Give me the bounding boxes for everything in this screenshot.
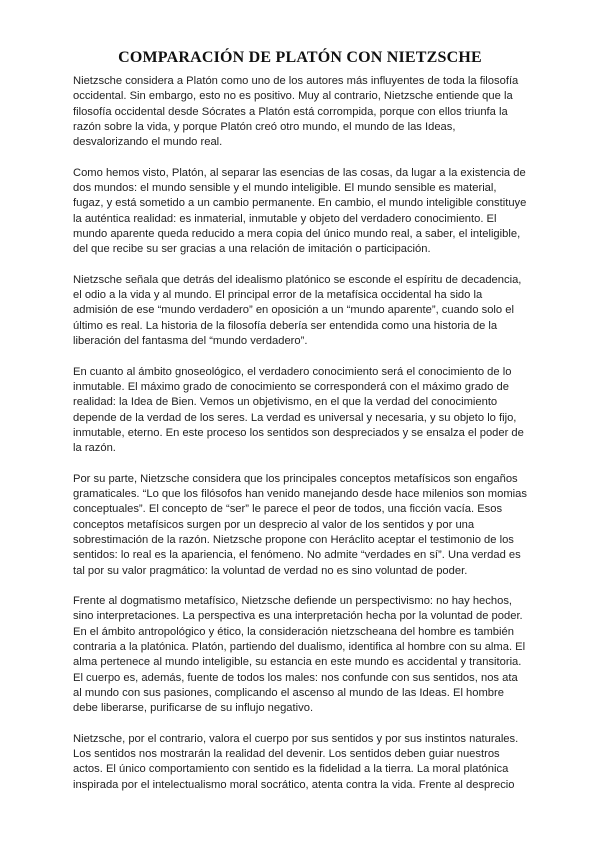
paragraph-4: En cuanto al ámbito gnoseológico, el verdadero conocimiento será el conocimiento de lo inmutable. El máximo grado de conocimiento se corresponderá con el máximo grado de realidad: la Idea de Bien. Vemos un objetivismo, en el que la verdad del conocimiento depende de la verdad de los seres. La verdad es universal y necesaria, y su objeto lo fijo, inmutable, eterno. En este proceso los sentidos son despreciados y se ensalza el poder de la razón. [73,365,524,455]
document-body [73,74,529,808]
paragraph-3: Nietzsche señala que detrás del idealismo platónico se esconde el espíritu de decadencia, el odio a la vida y al mundo. El principal error de la metafísica occidental ha sido la admisión de ese “mundo verdadero” en oposición a un “mundo aparente”, cuando solo el último es real. La historia de la filosofía debería ser entendida como una historia de la liberación del fantasma del “mundo verdadero”. [73,273,522,348]
paragraph-1: Nietzsche considera a Platón como uno de los autores más influyentes de toda la filosofía occidental. Sin embargo, esto no es positivo. Muy al contrario, Nietzsche entiende que la filosofía occidental desde Sócrates a Platón está corrompida, porque con ellos triunfa la razón sobre la vida, y porque Platón creó otro mundo, el mundo de las Ideas, desvalorizando el mundo real. [73,75,519,149]
paragraph-2: Como hemos visto, Platón, al separar las esencias de las cosas, da lugar a la existencia de dos mundos: el mundo sensible y el mundo inteligible. El mundo sensible es material, fugaz, y está sometido a un cambio permanente. En cambio, el mundo inteligible constituye la auténtica realidad: es inmaterial, inmutable y objeto del verdadero conocimiento. El mundo aparente queda reducido a mera copia del único mundo real, a saber, el inteligible, del que recibe su ser gracias a una relación de imitación o participación. [73,166,527,256]
paragraph-5: Por su parte, Nietzsche considera que los principales conceptos metafísicos son engaños gramaticales. “Lo que los filósofos han venido manejando desde hace milenios son momias conceptuales”. El concepto de “ser” le parece el peor de todos, una ficción vacía. Esos conceptos metafísicos surgen por un desprecio al valor de los sentidos y por una sobrestimación de la razón. Nietzsche propone con Heráclito aceptar el testimonio de los sentidos: lo real es la apariencia, el fenómeno. No admite “verdades en sí”. Una verdad es tal por su valor pragmático: la voluntad de verdad no es sino voluntad de poder. [73,472,527,577]
page-title: COMPARACIÓN DE PLATÓN CON NIETZSCHE [118,49,482,66]
paragraph-7: Nietzsche, por el contrario, valora el cuerpo por sus sentidos y por sus instintos naturales. Los sentidos nos mostrarán la realidad del devenir. Los sentidos deben guiar nuestros actos. El único comportamiento con sentido es la fidelidad a la tierra. La moral platónica inspirada por el intelectualismo moral socrático, atenta contra la vida. Frente al desprecio [73,732,519,791]
paragraph-6: Frente al dogmatismo metafísico, Nietzsche defiende un perspectivismo: no hay hechos, sino interpretaciones. La perspectiva es una interpretación hecha por la voluntad de poder. En el ámbito antropológico y ético, la consideración nietzscheana del hombre es también contraria a la platónica. Platón, partiendo del dualismo, identifica al hombre con su alma. El alma pertenece al mundo inteligible, su estancia en este mundo es accidental y transitoria. El cuerpo es, además, fuente de todos los males: nos confunde con sus sentidos, nos ata al mundo con sus pasiones, complicando el ascenso al mundo de las Ideas. El hombre debe liberarse, purificarse de su influjo negativo. [73,595,526,715]
